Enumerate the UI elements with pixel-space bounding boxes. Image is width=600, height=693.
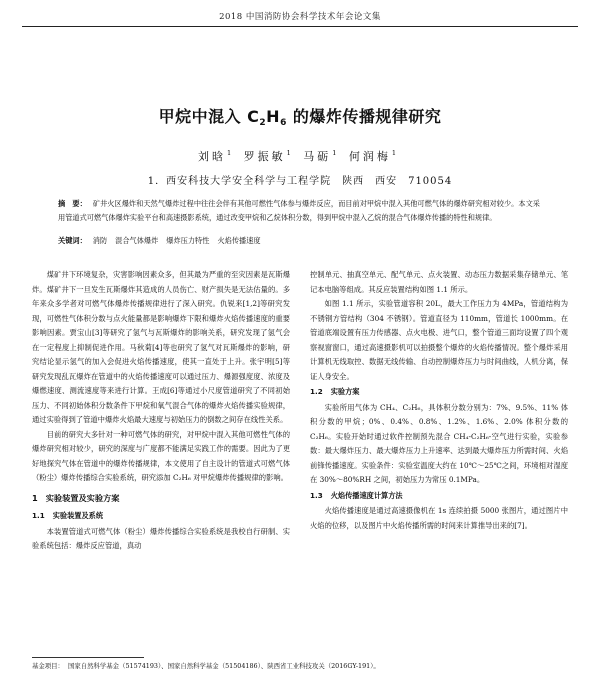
body-paragraph: 火焰传播速度是通过高速摄像机在 1s 连续拍摄 5000 张图片，通过图片中火焰的位移，以及图片中火焰传播所需的时间来计算推导出来的[7]。 [310,506,568,530]
abstract [58,197,540,225]
author-name: 何润梅 [348,150,391,163]
footnote-label: 基金项目： [32,662,64,670]
author-list [0,148,600,164]
section-title: 实验装置及实验方案 [45,492,120,503]
author-name: 刘晗 [197,150,226,163]
title-suffix: 的爆炸传播规律研究 [286,107,442,126]
footnote-text: 国家自然科学基金（51574193）、国家自然科学基金（51504186）、陕西省工业科技攻关（2016GY-191）。 [67,662,380,670]
body-paragraph: 控制单元、抽真空单元、配气单元、点火装置、动态压力数据采集存储单元、笔记本电脑等组成。其反应装置结构如图 1.1 所示。 [310,270,568,294]
title-prefix: 甲烷中混入 C [158,107,260,126]
section-number: 1 [32,492,38,503]
right-column [310,268,568,533]
footnote-rule [32,657,144,658]
running-header: 2018 中国消防协会科学技术年会论文集 [219,12,381,22]
keyword: 火焰传播速度 [217,236,261,245]
author-name: 罗振敏 [243,150,286,163]
header-rule [22,26,578,27]
subsection-number: 1.3 [310,490,323,500]
author-affil-mark: 1 [286,149,291,157]
author-affil-mark: 1 [226,149,232,157]
author-affil-mark: 1 [391,149,397,157]
author-name: 马砺 [303,150,332,163]
keyword: 混合气体爆炸 [115,236,159,245]
keyword: 爆炸压力特性 [166,236,210,245]
subsection-heading [32,509,290,524]
abstract-label: 摘 要： [58,199,87,208]
subsection-heading [310,385,568,400]
subsection-number: 1.1 [32,511,45,520]
intro-paragraph: 目前的研究大多针对一种可燃气体的研究，对甲烷中混入其他可燃性气体的爆炸研究相对较少，研究的深度与广度都不能满足实践工作的需要。因此为了更好地探究气体在管道中的爆炸传播规律，本文使用了自主设计的管道式可燃气体（粉尘）爆炸传播综合实验系统，研究添加 C₂H₆ 对甲烷爆炸传播规律的影响。 [32,429,290,482]
body-paragraph: 本装置管道式可燃气体（粉尘）爆炸传播综合实验系统是我校自行研制、实验系统包括：爆炸反应管道，真动 [32,526,290,550]
intro-paragraph: 煤矿井下环境复杂，灾害影响因素众多，但其最为严重的至灾因素是瓦斯爆炸。煤矿井下一旦发生瓦斯爆炸其造成的人员伤亡、财产损失是无法估量的。多年来众多学者对可燃气体爆炸传播规律进行了深入研究。仇锐来[1,2]等研究发现，可燃性气体积分数与点火能量都是影响爆炸下限和爆炸火焰传播速度的重要影响因素。贾宝山[3]等研究了氢气与瓦斯爆炸的影响关系，研究发现了氢气会在一定程度上抑制促进作用。马秋菊[4]等也研究了氢气对瓦斯爆炸的影响，研究结论显示氢气的加入会促进火焰传播速度，使其一直处于上升。张宇明[5]等研究发现乱瓦爆炸在管道中的火焰传播速度可以通过压力、爆源强度度、浓度及爆燃速度、测流速度等来进行计算。王成[6]等通过小尺度管道研究了不同初始压力、不同初始体积分数条件下甲烷和氧气混合气体的爆炸火焰传播实验规律，通过实验得到了管道中爆炸火焰最大速度与初始压力的倒数之间存在线性关系。 [32,270,290,424]
title-sub-1: 2 [259,118,267,128]
title-sub-2: 6 [280,118,287,128]
subsection-title: 实验装置及系统 [52,511,104,520]
subsection-number: 1.2 [310,387,323,396]
abstract-text: 矿井火区爆炸和天然气爆炸过程中往往会伴有其他可燃性气体参与爆炸反应，而目前对甲烷中混入其他可燃气体的爆炸研究相对较少。本文采用管道式可燃气体爆炸实验平台和高速摄影系统，通过改变甲烷和乙烷体积分数，得到甲烷中混入乙烷的混合气体爆炸传播的特性和规律。 [58,199,540,222]
author-affil-mark: 1 [332,149,337,157]
subsection-heading [310,489,568,504]
subsection-title: 实验方案 [330,387,360,396]
subsection-title: 火焰传播速度计算方法 [330,490,403,500]
affiliation: 1．西安科技大学安全科学与工程学院 陕西 西安 710054 [147,176,453,187]
paper-title [0,104,600,128]
title-mid: H [266,107,281,126]
funding-footnote [32,661,572,670]
keyword: 消防 [92,236,108,245]
body-paragraph: 如图 1.1 所示，实验管道容积 20L，最大工作压力为 4MPa，管道结构为不锈钢方管结构（304 不锈钢）。管道直径为 110mm，管道长 1000mm。在管道底端设置有压力传感器、点火电极、进气口，整个管道三面均设置了四个观察视窗窗口，通过高速摄影机可以拍摄整个爆炸的火焰传播情况。整个爆炸采用计算机无线取控、数据无线传输、自动控制爆炸压力与时间曲线，人机分离，保证人身安全。 [310,299,568,381]
left-column [32,268,290,554]
section-heading [32,491,290,506]
keywords-label: 关键词： [58,236,87,245]
body-paragraph: 实验所用气体为 CH₄、C₂H₆，具体积分数分别为：7%、9.5%、11% 体积分数的甲烷；0%、0.4%、0.8%、1.2%、1.6%、2.0% 体积分数的 C₂H₆。实验开始时通过软件控制预先混合 CH₄-C₂H₆-空气进行实验，实验参数：最大爆炸压力、最大爆炸压力上升速率、达到最大爆炸压力所需时间、火焰前锋传播速度。实验条件：实验室温度大约在 10℃～25℃之间，环境相对湿度在 30%～80%RH 之间，初始压力为常压 0.1MPa。 [310,402,568,484]
keywords [58,236,540,246]
